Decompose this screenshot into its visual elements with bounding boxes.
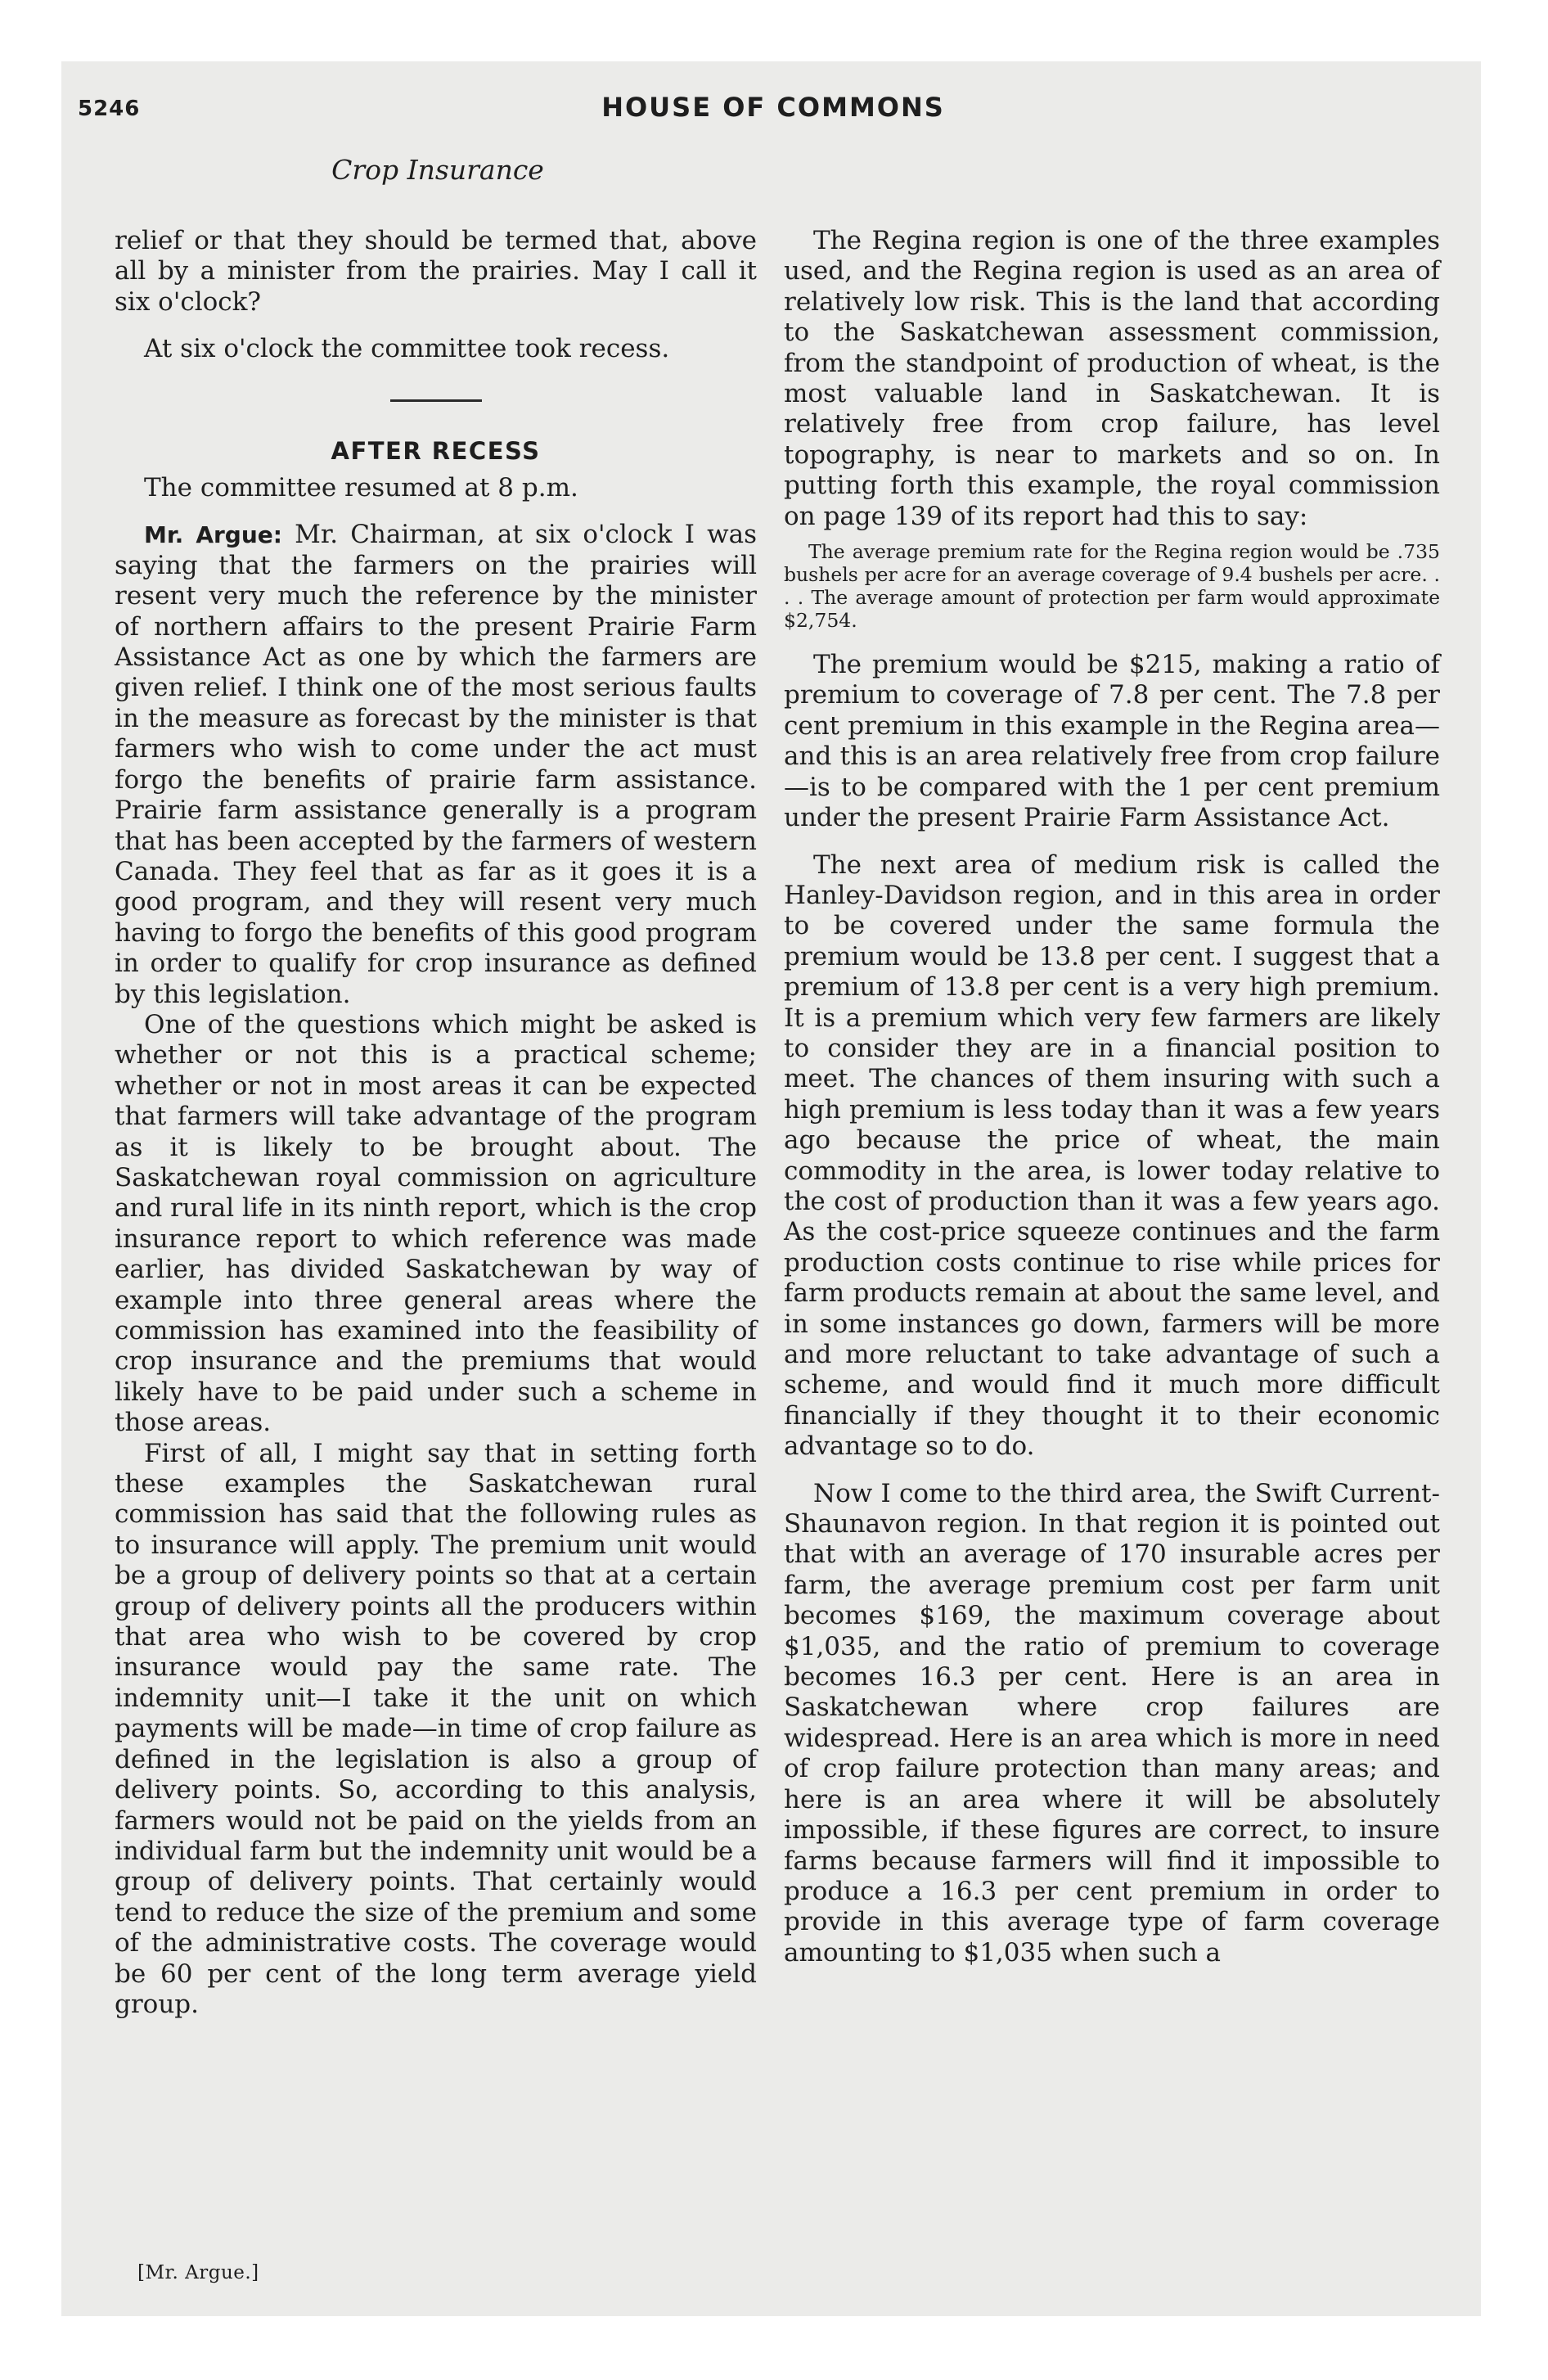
block-quote: The average premium rate for the Regina region would be .735 bushels per acre for an average coverage of 9.4 bushels per acre. . . . The average amount of protection per farm would approximate $2,754. xyxy=(784,540,1440,633)
left-paragraph-4 xyxy=(115,520,757,1010)
left-column xyxy=(115,226,757,2020)
right-paragraph-3: The next area of medium risk is called the Hanley-Davidson region, and in this area in order to be covered under the same formula the premium would be 13.8 per cent. I suggest that a premium of 13.8 per cent is a very high premium. It is a premium which very few farmers are likely to consider they are in a financial position to meet. The chances of them insuring with such a high premium is less today than it was a few years ago because the price of wheat, the main commodity in the area, is lower today relative to the cost of production than it was a few years ago. As the cost-price squeeze continues and the farm production costs continue to rise while prices for farm products remain at about the same level, and in some instances go down, farmers will be more and more reluctant to take advantage of such a scheme, and would find it much more difficult financially if they thought it to their economic advantage so to do. xyxy=(784,850,1440,1462)
running-title: HOUSE OF COMMONS xyxy=(601,92,945,123)
right-column xyxy=(784,226,1440,1968)
left-paragraph-1: relief or that they should be termed that, above all by a minister from the prairies. May I call it six o'clock? xyxy=(115,226,757,317)
left-paragraph-6: First of all, I might say that in setting forth these examples the Saskatchewan rural commission has said that the following rules as to insurance will apply. The premium unit would be a group of delivery points so that at a certain group of delivery points all the producers within that area who wish to be covered by crop insurance would pay the same rate. The indemnity unit—I take it the unit on which payments will be made—in time of crop failure as defined in the legislation is also a group of delivery points. So, according to this analysis, farmers would not be paid on the yields from an individual farm but the indemnity unit would be a group of delivery points. That certainly would tend to reduce the size of the premium and some of the administrative costs. The coverage would be 60 per cent of the long term average yield group. xyxy=(115,1438,757,2019)
speaker-tag: [Mr. Argue.] xyxy=(137,2262,259,2283)
section-divider xyxy=(390,399,482,402)
section-title: Crop Insurance xyxy=(331,154,544,186)
page-number: 5246 xyxy=(78,97,141,121)
recess-heading: AFTER RECESS xyxy=(331,436,541,465)
left-paragraph-3: The committee resumed at 8 p.m. xyxy=(144,473,578,503)
left-paragraph-2: At six o'clock the committee took recess. xyxy=(144,334,670,364)
right-paragraph-4: Now I come to the third area, the Swift Current-Shaunavon region. In that region it is pointed out that with an average of 170 insurable acres per farm, the average premium cost per farm unit becomes $169, the maximum coverage about $1,035, and the ratio of premium to coverage becomes 16.3 per cent. Here is an area in Saskatchewan where crop failures are widespread. Here is an area which is more in need of crop failure protection than many areas; and here is an area where it will be absolutely impossible, if these figures are correct, to insure farms because farmers will find it impossible to produce a 16.3 per cent premium in order to provide in this average type of farm coverage amounting to $1,035 when such a xyxy=(784,1478,1440,1968)
right-paragraph-2: The premium would be $215, making a ratio of premium to coverage of 7.8 per cent. The 7.8 per cent premium in this example in the Regina area—and this is an area relatively free from crop failure—is to be compared with the 1 per cent premium under the present Prairie Farm Assistance Act. xyxy=(784,650,1440,833)
speech-text: Mr. Chairman, at six o'clock I was saying that the farmers on the prairies will resent very much the reference by the minister of northern affairs to the present Prairie Farm Assistance Act as one by which the farmers are given relief. I think one of the most serious faults in the measure as forecast by the minister is that farmers who wish to come under the act must forgo the benefits of prairie farm assistance. Prairie farm assistance generally is a program that has been accepted by the farmers of western Canada. They feel that as far as it goes it is a good program, and they will resent very much having to forgo the benefits of this good program in order to qualify for crop insurance as defined by this legislation. xyxy=(115,520,757,1009)
left-paragraph-5: One of the questions which might be asked is whether or not this is a practical scheme; whether or not in most areas it can be expected that farmers will take advantage of the program as it is likely to be brought about. The Saskatchewan royal commission on agriculture and rural life in its ninth report, which is the crop insurance report to which reference was made earlier, has divided Saskatchewan by way of example into three general areas where the commission has examined into the feasibility of crop insurance and the premiums that would likely have to be paid under such a scheme in those areas. xyxy=(115,1009,757,1438)
speaker-name: Mr. Argue: xyxy=(144,521,282,549)
right-paragraph-1: The Regina region is one of the three examples used, and the Regina region is used as an area of relatively low risk. This is the land that according to the Saskatchewan assessment commission, from the standpoint of production of wheat, is the most valuable land in Saskatchewan. It is relatively free from crop failure, has level topography, is near to markets and so on. In putting forth this example, the royal commission on page 139 of its report had this to say: xyxy=(784,226,1440,531)
